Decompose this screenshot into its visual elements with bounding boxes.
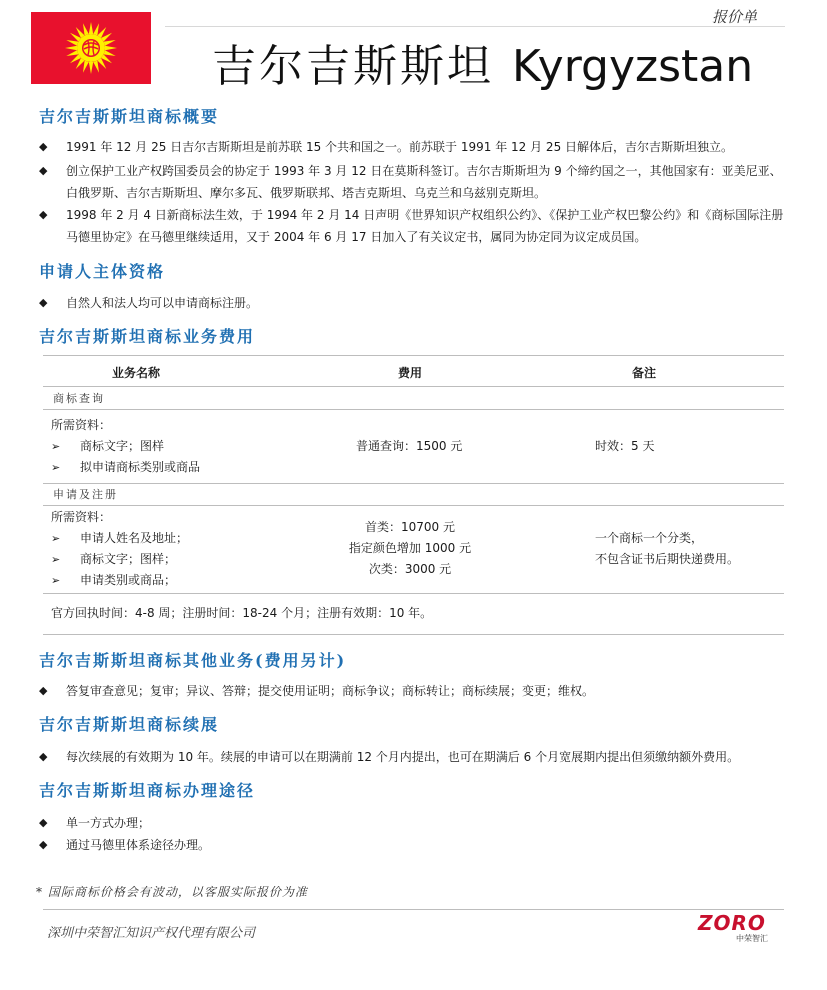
flag-sun-icon [31,12,151,84]
page-title [212,30,753,94]
list-item: ◆ 答复审查意见；复审；异议、答辩；提交使用证明；商标争议；商标转让；商标续展；变更；维权。 [39,680,784,702]
list-item: ◆ 创立保护工业产权跨国委员会的协定于 1993 年 3 月 12 日在莫斯科签订。吉尔吉斯斯坦为 9 个缔约国之一，其他国家有：亚美尼亚、白俄罗斯、吉尔吉斯斯坦、摩尔多瓦、俄罗斯联邦、塔吉克斯坦、乌克兰和乌兹别克斯坦。 [39,160,784,204]
table-row-rule [43,483,784,484]
registration-remarks: 一个商标一个分类， 不包含证书后期快递费用。 [595,531,740,566]
diamond-bullet-icon: ◆ [39,684,48,697]
page-title-english: Kyrgyzstan [512,41,754,92]
column-header-service: 业务名称 [112,366,161,380]
table-row: 所需资料： ➢ 申请人姓名及地址； ➢ 商标文字；图样； ➢ 申请类别或商品； [51,507,188,591]
table-row-rule [43,505,784,506]
list-item: ◆ 每次续展的有效期为 10 年。续展的申请可以在期满前 12 个月内提出，也可在期满后 6 个月宽展期内提出但须缴纳额外费用。 [39,746,784,768]
table-header-rule [43,386,784,387]
logo-wordmark: ZORO [698,911,766,935]
section-heading-route: 吉尔吉斯斯坦商标办理途径 [39,781,256,800]
section-heading-overview: 吉尔吉斯斯坦商标概要 [39,107,220,126]
row-label-search: 商标查询 [53,392,105,405]
arrow-bullet-icon: ➢ [51,574,61,587]
diamond-bullet-icon: ◆ [39,750,48,763]
arrow-bullet-icon: ➢ [51,440,61,453]
price-disclaimer: * 国际商标价格会有波动，以客服实际报价为准 [36,885,308,899]
search-fee: 普通查询：1500 元 [356,439,463,453]
list-item: ◆ 通过马德里体系途径办理。 [39,834,784,856]
diamond-bullet-icon: ◆ [39,208,48,221]
diamond-bullet-icon: ◆ [39,140,48,153]
page-title-chinese: 吉尔吉斯斯坦 [212,41,494,92]
diamond-bullet-icon: ◆ [39,838,48,851]
search-remark: 时效：5 天 [595,439,655,453]
materials-title: 所需资料： [51,418,112,432]
row-label-registration: 申请及注册 [53,488,118,501]
section-heading-other-services: 吉尔吉斯斯坦商标其他业务(费用另计) [39,651,347,670]
timeline-text: 官方回执时间：4-8 周；注册时间：18-24 个月；注册有效期：10 年。 [51,606,433,620]
list-item: ◆ 单一方式办理； [39,812,784,834]
diamond-bullet-icon: ◆ [39,816,48,829]
arrow-bullet-icon: ➢ [51,532,61,545]
company-logo [698,913,780,947]
document-type-label: 报价单 [712,8,758,26]
section-heading-fees: 吉尔吉斯斯坦商标业务费用 [39,327,256,346]
diamond-bullet-icon: ◆ [39,296,48,309]
column-header-remark: 备注 [632,366,657,380]
diamond-bullet-icon: ◆ [39,164,48,177]
footer-divider [43,909,784,910]
arrow-bullet-icon: ➢ [51,553,61,566]
materials-title: 所需资料： [51,510,112,524]
logo-chinese: 中荣智汇 [736,934,768,943]
table-row: 所需资料： ➢ 商标文字；图样 ➢ 拟申请商标类别或商品 [51,415,200,478]
header-divider [165,26,785,27]
column-header-fee: 费用 [398,366,423,380]
list-item: ◆ 1991 年 12 月 25 日吉尔吉斯斯坦是前苏联 15 个共和国之一。前苏联于 1991 年 12 月 25 日解体后，吉尔吉斯斯坦独立。 [39,136,784,158]
section-heading-renewal: 吉尔吉斯斯坦商标续展 [39,715,220,734]
table-row-rule [43,409,784,410]
list-item: ◆ 自然人和法人均可以申请商标注册。 [39,292,784,314]
arrow-bullet-icon: ➢ [51,461,61,474]
kyrgyzstan-flag [31,12,151,84]
company-name: 深圳中荣智汇知识产权代理有限公司 [47,926,256,941]
section-heading-eligibility: 申请人主体资格 [39,262,166,281]
table-bottom-rule [43,634,784,635]
table-top-rule [43,355,784,356]
list-item: ◆ 1998 年 2 月 4 日新商标法生效，于 1994 年 2 月 14 日声明《世界知识产权组织公约》、《保护工业产权巴黎公约》和《商标国际注册马德里协定》在马德里继续适用，又于 2004 年 6 月 17 日加入了有关议定书，属同为协定同为议定成员国。 [39,204,784,248]
registration-fees: 首类：10700 元 指定颜色增加 1000 元 次类：3000 元 [348,520,472,576]
table-row-rule [43,593,784,594]
